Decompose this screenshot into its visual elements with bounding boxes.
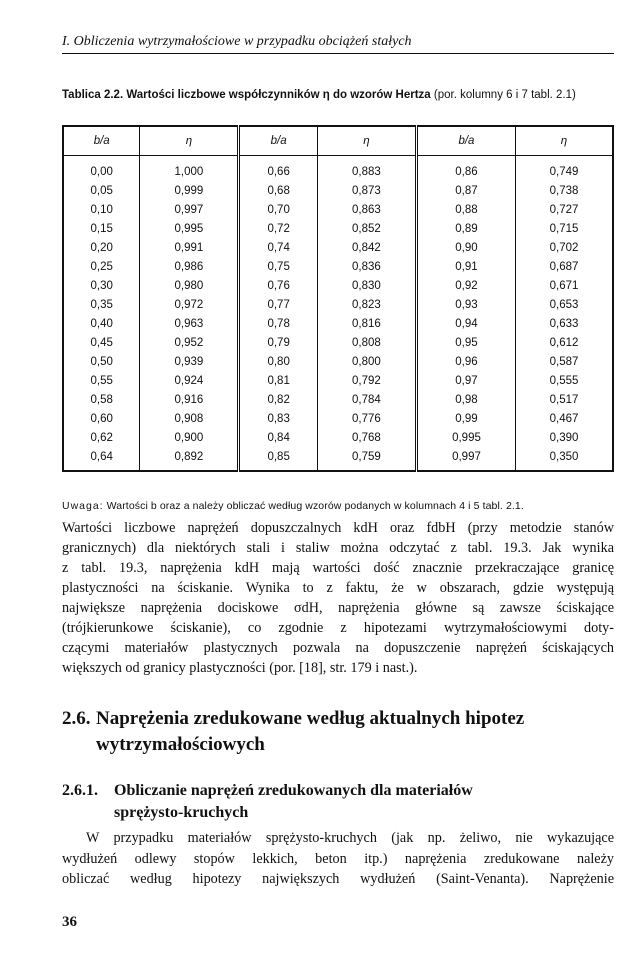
table-cell: 0,85 [239,447,317,471]
table-cell: 0,88 [416,200,515,219]
table-cell: 0,40 [63,314,140,333]
table-cell: 0,997 [416,447,515,471]
paragraph-line: większych od granicy plastyczności (por. [18], str. 179 i nast.). [62,660,418,676]
table-cell: 0,58 [63,390,140,409]
table-row [63,238,613,257]
table-caption-reference: (por. kolumny 6 i 7 tabl. 2.1) [433,89,576,101]
paragraph-line: obliczać według hipotezy największych wydłużeń (Saint-Venanta). Naprężenie [62,871,614,887]
table-cell: 0,863 [317,200,416,219]
table-cell: 0,980 [140,276,239,295]
running-head: I. Obliczenia wytrzymałościowe w przypadku obciążeń stałych [62,34,412,49]
table-cell: 0,64 [63,447,140,471]
table-cell: 0,82 [239,390,317,409]
table-cell: 0,98 [416,390,515,409]
table-cell: 0,999 [140,181,239,200]
table-cell: 0,45 [63,333,140,352]
table-cell: 0,842 [317,238,416,257]
table-cell: 0,653 [516,295,614,314]
table-cell: 0,995 [416,428,515,447]
paragraph-line: wydłużeń odlewy stopów lekkich, beton itp.) naprężenia zredukowane należy [62,850,614,867]
table-row [63,181,613,200]
paragraph-line: czącymi materiałów plastycznych pozwala na dopuszczenie naprężeń ściskających [62,640,614,656]
table-cell: 0,96 [416,352,515,371]
table-row [63,371,613,390]
table-cell: 0,792 [317,371,416,390]
table-cell: 0,94 [416,314,515,333]
eta-coefficients-table [62,125,614,472]
table-cell: 0,92 [416,276,515,295]
table-cell: 0,74 [239,238,317,257]
table-cell: 0,99 [416,409,515,428]
table-cell: 0,997 [140,200,239,219]
table-cell: 0,70 [239,200,317,219]
paragraph-line: z tabl. 19.3, naprężenia kdH mają wartości dość znacznie przekraczające granicę [62,560,614,576]
paragraph-line: plastyczności na ściskanie. Wynika to z faktu, że w obszarach, gdzie występują [62,580,614,596]
table-row [63,314,613,333]
table-cell: 0,715 [516,219,614,238]
table-cell: 0,76 [239,276,317,295]
subsection-title-line2: sprężysto-kruchych [114,804,249,821]
table-cell: 0,60 [63,409,140,428]
table-note [62,500,622,512]
table-cell: 0,738 [516,181,614,200]
table-cell: 0,390 [516,428,614,447]
table-cell: 0,939 [140,352,239,371]
section-title-line1: Naprężenia zredukowane według aktualnych hipotez [96,708,525,729]
table-cell: 0,79 [239,333,317,352]
paragraph-line: W przypadku materiałów sprężysto-kruchych (jak np. żeliwo, nie wykazujące [86,830,614,846]
table-cell: 0,62 [63,428,140,447]
table-cell: 0,20 [63,238,140,257]
section-title-line2: wytrzymałościowych [96,734,265,755]
table-row [63,276,613,295]
table-cell: 0,80 [239,352,317,371]
table-row [63,200,613,219]
table-cell: 0,75 [239,257,317,276]
table-cell: 0,800 [317,352,416,371]
table-cell: 0,30 [63,276,140,295]
subsection-number: 2.6.1. [62,782,98,799]
table-cell: 0,81 [239,371,317,390]
table-cell: 0,587 [516,352,614,371]
table-cell: 0,55 [63,371,140,390]
table-cell: 0,87 [416,181,515,200]
table-cell: 0,702 [516,238,614,257]
table-cell: 0,95 [416,333,515,352]
table-cell: 0,986 [140,257,239,276]
table-cell: 0,78 [239,314,317,333]
table-cell: 0,517 [516,390,614,409]
table-cell: 0,350 [516,447,614,471]
table-cell: 0,892 [140,447,239,471]
table-cell: 0,995 [140,219,239,238]
table-row [63,257,613,276]
col-header: b/a [416,126,515,156]
table-cell: 0,612 [516,333,614,352]
table-cell: 0,883 [317,156,416,182]
table-cell: 0,83 [239,409,317,428]
table-cell: 0,68 [239,181,317,200]
table-cell: 0,924 [140,371,239,390]
table-cell: 0,749 [516,156,614,182]
table-row [63,428,613,447]
table-cell: 0,10 [63,200,140,219]
table-row [63,295,613,314]
table-caption-title: Tablica 2.2. Wartości liczbowe współczynników η do wzorów Hertza [62,89,431,101]
table-row [63,352,613,371]
table-cell: 0,467 [516,409,614,428]
table-cell: 0,91 [416,257,515,276]
col-header: η [140,126,239,156]
table-cell: 0,50 [63,352,140,371]
table-cell: 0,776 [317,409,416,428]
table-cell: 0,808 [317,333,416,352]
col-header: η [516,126,614,156]
table-cell: 0,633 [516,314,614,333]
table-cell: 0,823 [317,295,416,314]
table-cell: 0,86 [416,156,515,182]
table-cell: 0,555 [516,371,614,390]
table-cell: 0,963 [140,314,239,333]
col-header: b/a [239,126,317,156]
table-cell: 0,916 [140,390,239,409]
col-header: η [317,126,416,156]
table-cell: 0,90 [416,238,515,257]
table-cell: 1,000 [140,156,239,182]
body-paragraph-1 [62,518,614,678]
note-label: Uwaga: [62,500,104,512]
table-row [63,156,613,182]
paragraph-line: Wartości liczbowe naprężeń dopuszczalnych kdH oraz fdbH (przy metodzie stanów [62,520,614,536]
table-cell: 0,671 [516,276,614,295]
note-text: Wartości b oraz a należy obliczać według wzorów podanych w kolumnach 4 i 5 tabl. 2.1. [106,500,524,512]
table-cell: 0,727 [516,200,614,219]
subsection-title-line1: Obliczanie naprężeń zredukowanych dla materiałów [114,782,473,799]
table-cell: 0,84 [239,428,317,447]
table-cell: 0,908 [140,409,239,428]
table-cell: 0,972 [140,295,239,314]
col-header: b/a [63,126,140,156]
paragraph-line: granicznych) dla niektórych stali i staliw można odczytać z tabl. 19.3. Jak wynika [62,540,614,556]
table-cell: 0,687 [516,257,614,276]
table-cell: 0,952 [140,333,239,352]
table-row [63,219,613,238]
table-row [63,390,613,409]
table-cell: 0,72 [239,219,317,238]
table-cell: 0,35 [63,295,140,314]
table-cell: 0,816 [317,314,416,333]
table-cell: 0,852 [317,219,416,238]
table-cell: 0,900 [140,428,239,447]
table-cell: 0,93 [416,295,515,314]
table-cell: 0,89 [416,219,515,238]
table-cell: 0,77 [239,295,317,314]
table-cell: 0,15 [63,219,140,238]
table-cell: 0,836 [317,257,416,276]
table-cell: 0,00 [63,156,140,182]
table-cell: 0,784 [317,390,416,409]
table-cell: 0,873 [317,181,416,200]
paragraph-line: (trójkierunkowe ściskanie), co zgodnie z hipotezami wytrzymałościowymi doty- [62,620,614,636]
table-caption [62,88,614,103]
table-cell: 0,830 [317,276,416,295]
table-row [63,447,613,471]
page-number: 36 [62,914,77,930]
paragraph-line: największe naprężenia dociskowe σdH, naprężenia główne są zawsze ściskające [62,600,614,616]
table-row [63,333,613,352]
table-cell: 0,768 [317,428,416,447]
table-cell: 0,991 [140,238,239,257]
table-header-row [63,126,613,156]
table-cell: 0,66 [239,156,317,182]
body-paragraph-2 [62,828,614,890]
table-cell: 0,759 [317,447,416,471]
subsection-heading [62,780,622,824]
table-cell: 0,25 [63,257,140,276]
header-rule [62,53,614,54]
table-row [63,409,613,428]
table-cell: 0,97 [416,371,515,390]
section-heading [62,706,622,758]
section-number: 2.6. [62,708,91,729]
table-cell: 0,05 [63,181,140,200]
